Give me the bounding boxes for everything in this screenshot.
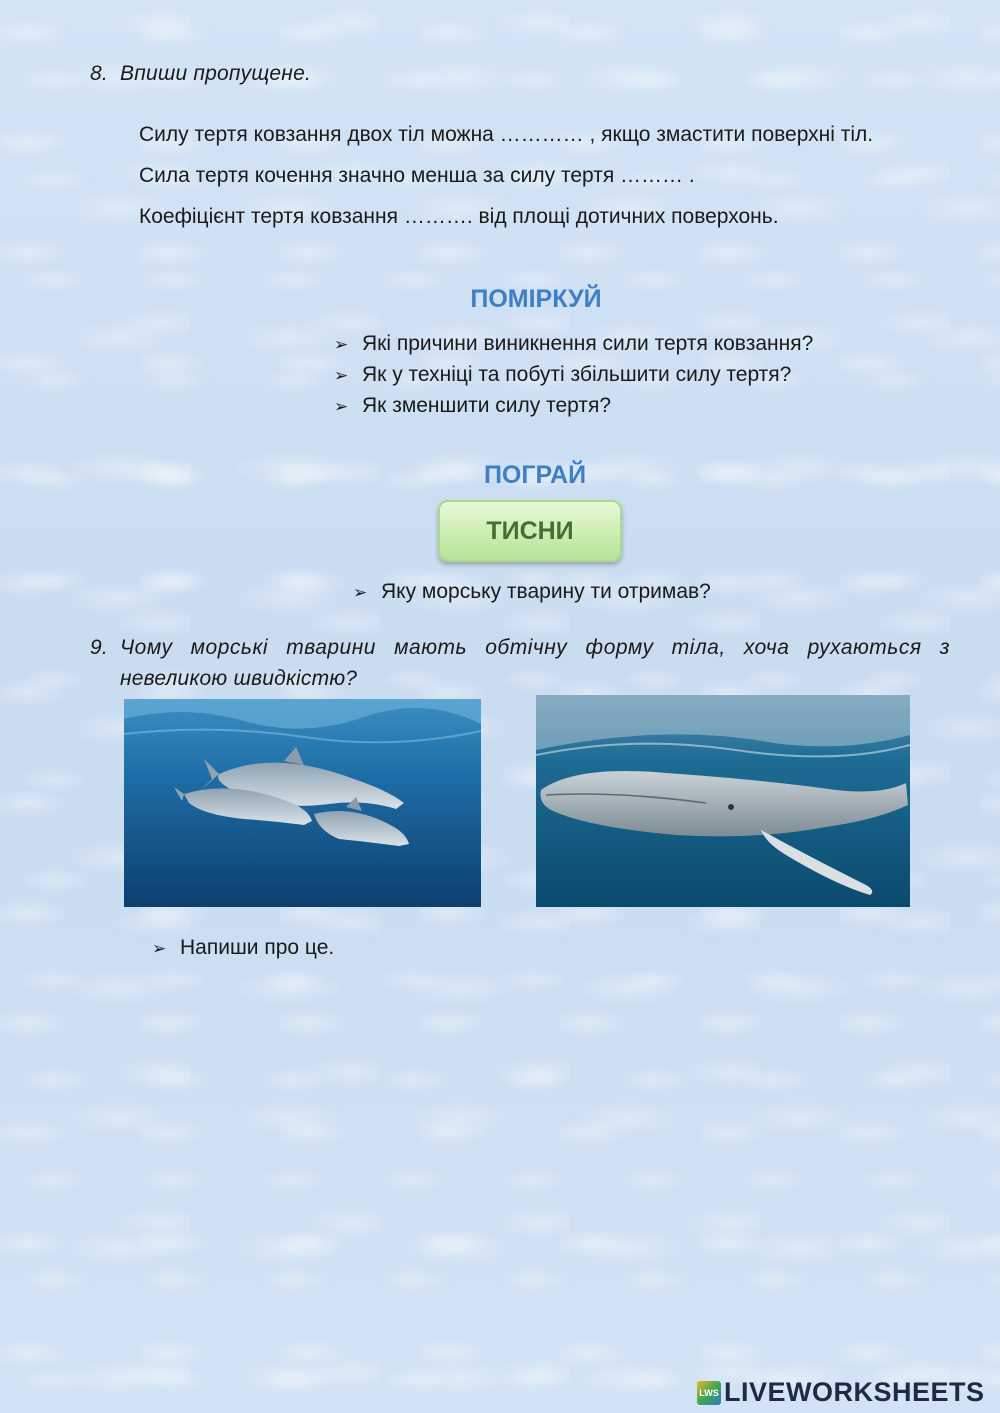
q9-bullet (152, 936, 334, 960)
q9-bullet-text: Напиши про це. (180, 936, 335, 959)
play-bullet (353, 580, 711, 604)
think-bullet-text: Як у техніці та побуті збільшити силу тертя? (362, 363, 792, 386)
question-number: 8. (90, 62, 108, 85)
arrowhead-icon: ➢ (334, 397, 349, 416)
press-button[interactable]: ТИСНИ (438, 500, 622, 562)
think-bullet-1 (334, 332, 813, 356)
think-bullet-text: Як зменшити силу тертя? (362, 394, 612, 417)
question-title: Впиши пропущене. (120, 62, 311, 85)
logo-badge: LWS (697, 1381, 721, 1405)
fill-sentence-3: Коефіцієнт тертя ковзання ………. від площі дотичних поверхонь. (139, 205, 779, 228)
arrowhead-icon: ➢ (334, 335, 349, 354)
question-9-heading (90, 636, 950, 660)
dolphins-photo (124, 699, 481, 907)
fill-sentence-2: Сила тертя кочення значно менша за силу тертя ……… . (139, 164, 695, 187)
think-bullet-text: Які причини виникнення сили тертя ковзання? (362, 332, 814, 355)
think-section-title: ПОМІРКУЙ (470, 285, 602, 313)
question-8-heading (90, 62, 311, 86)
think-bullet-2 (334, 363, 791, 387)
question-9-line-2: невеликою швидкістю? (120, 667, 358, 690)
arrowhead-icon: ➢ (152, 939, 167, 958)
question-9-line-1: Чому морські тварини мають обтічну форму тіла, хоча рухаються з (120, 636, 950, 659)
think-bullet-3 (334, 394, 611, 418)
liveworksheets-logo (697, 1377, 985, 1408)
play-section-title: ПОГРАЙ (483, 461, 587, 489)
play-bullet-text: Яку морську тварину ти отримав? (381, 580, 711, 603)
question-number: 9. (90, 636, 108, 659)
arrowhead-icon: ➢ (334, 366, 349, 385)
fill-sentence-1: Силу тертя ковзання двох тіл можна ………… , якщо змастити поверхні тіл. (139, 123, 874, 146)
whale-photo (536, 695, 910, 907)
arrowhead-icon: ➢ (353, 583, 368, 602)
logo-text: LIVEWORKSHEETS (724, 1377, 985, 1407)
